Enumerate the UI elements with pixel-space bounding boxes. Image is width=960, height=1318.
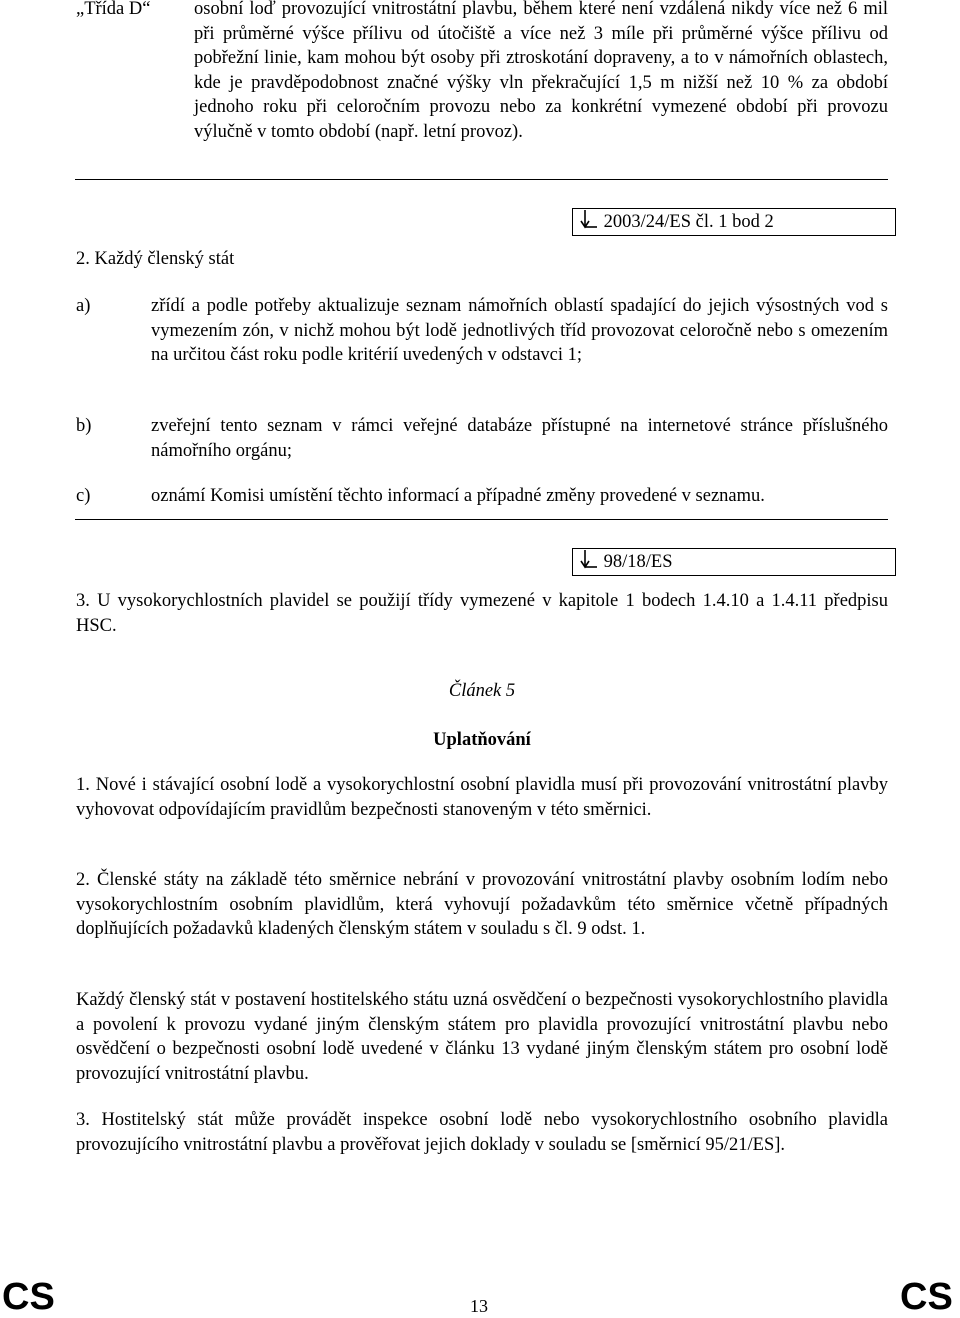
arrow-down-icon (579, 549, 599, 569)
reference-box (572, 548, 896, 576)
article-number: Článek 5 (448, 681, 516, 701)
page-number: 13 (470, 1296, 488, 1316)
class-d-label: „Třída D“ (76, 0, 151, 19)
list-item: oznámí Komisi umístění těchto informací a případné změny provedené v seznamu. (151, 486, 765, 506)
article-paragraph: Každý členský stát v postavení hostitelského státu uzná osvědčení o bezpečnosti vysokorychlostního plavidla a povolení k provozu vydané jiným členským státem pro plavidla provozující vnitrostátní plavbu nebo osvědčení o bezpečnosti osobní lodě uvedené v článku 13 vydané jiným členským státem pro osobní lodě provozující vnitrostátní plavbu. (76, 990, 888, 1084)
divider (75, 179, 888, 180)
list-item: zveřejní tento seznam v rámci veřejné databáze přístupné na internetové stránce příslušného námořního orgánu; (151, 416, 888, 461)
reference-text: 98/18/ES (603, 552, 673, 572)
article-paragraph: 2. Členské státy na základě této směrnice nebrání v provozování vnitrostátní plavby osobním lodím nebo vysokorychlostním osobním plavidlům, která vyhovují požadavkům této směrnice včetně případných doplňujících požadavků kladených členským státem v souladu s čl. 9 odst. 1. (76, 870, 888, 939)
divider (75, 519, 888, 520)
list-item-marker: b) (76, 416, 92, 436)
language-code-right: CS (900, 1276, 953, 1318)
article-title: Uplatňování (433, 730, 531, 750)
article-paragraph: 1. Nové i stávající osobní lodě a vysokorychlostní osobní plavidla musí při provozování vnitrostátní plavby vyhovovat odpovídajícím pravidlům bezpečnosti stanoveným v této směrnici. (76, 775, 888, 820)
paragraph-2-intro: 2. Každý členský stát (76, 249, 235, 269)
language-code-left: CS (2, 1276, 55, 1318)
article-paragraph: 3. Hostitelský stát může provádět inspekce osobní lodě nebo vysokorychlostního osobního plavidla provozujícího vnitrostátní plavbu a prověřovat jejich doklady v souladu se [směrnicí 95/21/ES]. (76, 1110, 888, 1155)
reference-text: 2003/24/ES čl. 1 bod 2 (603, 212, 774, 232)
paragraph-3: 3. U vysokorychlostních plavidel se použijí třídy vymezené v kapitole 1 bodech 1.4.10 a 1.4.11 předpisu HSC. (76, 591, 888, 636)
class-d-definition: osobní loď provozující vnitrostátní plavbu, během které není vzdálená nikdy více než 6 mil při průměrné výšce přílivu od útočiště a více než 3 míle při průměrné výšce přílivu od pobřežní linie, kam mohou být osoby při ztroskotání dopraveny, a to v námořních oblastech, kde je pravděpodobnost značné výšky vln překračující 1,5 m nižší než 10 % za období jednoho roku při celoročním provozu nebo za konkrétní vymezené období při provozu výlučně v tomto období (např. letní provoz). (194, 0, 888, 142)
arrow-down-icon (579, 209, 599, 229)
list-item: zřídí a podle potřeby aktualizuje seznam námořních oblastí spadající do jejich výsostných vod s vymezením zón, v nichž mohou být lodě jednotlivých tříd provozovat celoročně nebo s omezením na určitou část roku podle kritérií uvedených v odstavci 1; (151, 296, 888, 365)
reference-box (572, 208, 896, 236)
list-item-marker: c) (76, 486, 91, 506)
list-item-marker: a) (76, 296, 91, 316)
